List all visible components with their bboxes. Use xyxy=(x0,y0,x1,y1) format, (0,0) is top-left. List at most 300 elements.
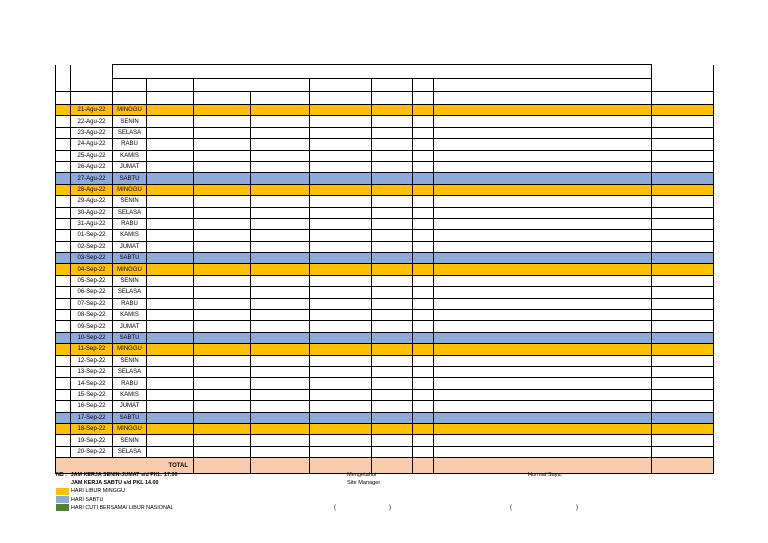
entry-cell xyxy=(147,355,194,366)
table-row xyxy=(56,230,714,241)
date-cell: 03-Sep-22 xyxy=(71,253,113,264)
entry-cell xyxy=(310,275,372,286)
entry-cell xyxy=(413,423,434,434)
entry-cell xyxy=(372,275,413,286)
signature-bracket-right-open: ( xyxy=(510,505,512,511)
entry-cell xyxy=(310,253,372,264)
day-cell: JUMAT xyxy=(113,401,147,412)
row-number-cell xyxy=(56,139,71,150)
date-cell: 06-Sep-22 xyxy=(71,287,113,298)
entry-cell xyxy=(434,298,652,309)
entry-cell xyxy=(652,435,714,446)
entry-cell xyxy=(413,264,434,275)
entry-cell xyxy=(251,241,310,252)
entry-cell xyxy=(652,139,714,150)
entry-cell xyxy=(434,264,652,275)
row-number-cell xyxy=(56,435,71,446)
date-cell: 23-Agu-22 xyxy=(71,127,113,138)
entry-cell xyxy=(147,401,194,412)
day-cell: MINGGU xyxy=(113,264,147,275)
entry-cell xyxy=(434,332,652,343)
entry-cell xyxy=(413,287,434,298)
date-cell: 20-Sep-22 xyxy=(71,446,113,457)
entry-cell xyxy=(251,184,310,195)
day-cell: JUMAT xyxy=(113,241,147,252)
entry-cell xyxy=(251,355,310,366)
row-number-cell xyxy=(56,161,71,172)
total-cell xyxy=(652,458,714,474)
entry-cell xyxy=(652,446,714,457)
entry-cell xyxy=(194,412,251,423)
legend-item xyxy=(56,496,178,504)
date-cell: 09-Sep-22 xyxy=(71,321,113,332)
entry-cell xyxy=(652,378,714,389)
day-cell: SENIN xyxy=(113,275,147,286)
entry-cell xyxy=(413,435,434,446)
row-number-cell xyxy=(56,116,71,127)
entry-cell xyxy=(310,355,372,366)
entry-cell xyxy=(147,275,194,286)
entry-cell xyxy=(652,287,714,298)
row-number-cell xyxy=(56,264,71,275)
entry-cell xyxy=(147,150,194,161)
entry-cell xyxy=(251,401,310,412)
entry-cell xyxy=(194,116,251,127)
entry-cell xyxy=(251,344,310,355)
table-row xyxy=(56,423,714,434)
entry-cell xyxy=(434,366,652,377)
day-cell: KAMIS xyxy=(113,310,147,321)
entry-cell xyxy=(194,207,251,218)
date-cell: 01-Sep-22 xyxy=(71,230,113,241)
entry-cell xyxy=(194,401,251,412)
entry-cell xyxy=(434,139,652,150)
date-cell: 21-Agu-22 xyxy=(71,105,113,116)
entry-cell xyxy=(147,366,194,377)
entry-cell xyxy=(413,321,434,332)
entry-cell xyxy=(413,332,434,343)
entry-cell xyxy=(147,105,194,116)
date-cell: 08-Sep-22 xyxy=(71,310,113,321)
entry-cell xyxy=(194,275,251,286)
day-cell: MINGGU xyxy=(113,184,147,195)
entry-cell xyxy=(147,161,194,172)
day-cell: SABTU xyxy=(113,412,147,423)
table-row xyxy=(56,264,714,275)
entry-cell xyxy=(372,310,413,321)
date-cell: 17-Sep-22 xyxy=(71,412,113,423)
entry-cell xyxy=(434,378,652,389)
table-row xyxy=(56,139,714,150)
entry-cell xyxy=(194,184,251,195)
date-cell: 02-Sep-22 xyxy=(71,241,113,252)
entry-cell xyxy=(194,264,251,275)
table-row xyxy=(56,321,714,332)
entry-cell xyxy=(194,105,251,116)
table-row xyxy=(56,218,714,229)
entry-cell xyxy=(372,207,413,218)
note-line-1 xyxy=(56,471,178,479)
table-row xyxy=(56,207,714,218)
entry-cell xyxy=(310,116,372,127)
entry-cell xyxy=(147,321,194,332)
entry-cell xyxy=(652,298,714,309)
entry-cell xyxy=(434,253,652,264)
entry-cell xyxy=(147,412,194,423)
entry-cell xyxy=(413,298,434,309)
entry-cell xyxy=(251,253,310,264)
entry-cell xyxy=(413,378,434,389)
day-cell: SENIN xyxy=(113,116,147,127)
date-cell: 19-Sep-22 xyxy=(71,435,113,446)
entry-cell xyxy=(310,389,372,400)
entry-cell xyxy=(434,321,652,332)
row-number-cell xyxy=(56,184,71,195)
entry-cell xyxy=(251,310,310,321)
table-row xyxy=(56,275,714,286)
entry-cell xyxy=(147,241,194,252)
entry-cell xyxy=(310,366,372,377)
row-number-cell xyxy=(56,241,71,252)
legend-item xyxy=(56,504,178,512)
entry-cell xyxy=(147,435,194,446)
entry-cell xyxy=(413,218,434,229)
entry-cell xyxy=(251,389,310,400)
entry-cell xyxy=(413,366,434,377)
signature-bracket-left-open: ( xyxy=(334,505,336,511)
entry-cell xyxy=(652,401,714,412)
legend-item xyxy=(56,487,178,495)
legend xyxy=(56,487,178,512)
entry-cell xyxy=(147,389,194,400)
row-number-cell xyxy=(56,150,71,161)
entry-cell xyxy=(310,401,372,412)
entry-cell xyxy=(251,116,310,127)
entry-cell xyxy=(372,139,413,150)
entry-cell xyxy=(652,184,714,195)
entry-cell xyxy=(147,332,194,343)
entry-cell xyxy=(434,275,652,286)
legend-swatch xyxy=(56,488,69,495)
entry-cell xyxy=(413,344,434,355)
entry-cell xyxy=(310,105,372,116)
entry-cell xyxy=(194,161,251,172)
entry-cell xyxy=(194,435,251,446)
row-number-cell xyxy=(56,287,71,298)
entry-cell xyxy=(310,127,372,138)
entry-cell xyxy=(194,241,251,252)
entry-cell xyxy=(434,207,652,218)
row-number-cell xyxy=(56,366,71,377)
day-cell: SENIN xyxy=(113,355,147,366)
entry-cell xyxy=(147,207,194,218)
entry-cell xyxy=(413,105,434,116)
entry-cell xyxy=(147,264,194,275)
entry-cell xyxy=(147,116,194,127)
entry-cell xyxy=(413,230,434,241)
signature-bracket-right-close: ) xyxy=(576,505,578,511)
entry-cell xyxy=(434,196,652,207)
day-cell: SELASA xyxy=(113,446,147,457)
date-cell: 13-Sep-22 xyxy=(71,366,113,377)
entry-cell xyxy=(310,321,372,332)
entry-cell xyxy=(652,412,714,423)
entry-cell xyxy=(652,253,714,264)
entry-cell xyxy=(251,446,310,457)
header-row-3 xyxy=(56,92,714,105)
entry-cell xyxy=(310,378,372,389)
entry-cell xyxy=(310,196,372,207)
table-row xyxy=(56,253,714,264)
header-row-1 xyxy=(56,65,714,79)
entry-cell xyxy=(652,264,714,275)
entry-cell xyxy=(147,173,194,184)
table-row xyxy=(56,344,714,355)
entry-cell xyxy=(652,127,714,138)
day-cell: KAMIS xyxy=(113,389,147,400)
entry-cell xyxy=(413,161,434,172)
entry-cell xyxy=(434,446,652,457)
entry-cell xyxy=(147,298,194,309)
entry-cell xyxy=(310,161,372,172)
entry-cell xyxy=(434,230,652,241)
acknowledged-heading: Mengetahui xyxy=(347,472,377,478)
entry-cell xyxy=(310,241,372,252)
date-cell: 16-Sep-22 xyxy=(71,401,113,412)
entry-cell xyxy=(310,218,372,229)
table-row xyxy=(56,241,714,252)
entry-cell xyxy=(194,423,251,434)
note-prefix: NB : xyxy=(56,472,68,478)
entry-cell xyxy=(194,310,251,321)
day-cell: SABTU xyxy=(113,253,147,264)
date-cell: 11-Sep-22 xyxy=(71,344,113,355)
row-number-cell xyxy=(56,412,71,423)
entry-cell xyxy=(652,230,714,241)
row-number-cell xyxy=(56,389,71,400)
table-row xyxy=(56,298,714,309)
table-row xyxy=(56,127,714,138)
entry-cell xyxy=(652,275,714,286)
entry-cell xyxy=(194,378,251,389)
legend-label: HARI LIBUR MINGGU xyxy=(71,488,125,495)
entry-cell xyxy=(372,241,413,252)
entry-cell xyxy=(194,218,251,229)
entry-cell xyxy=(194,355,251,366)
entry-cell xyxy=(372,378,413,389)
entry-cell xyxy=(372,184,413,195)
entry-cell xyxy=(652,366,714,377)
entry-cell xyxy=(434,435,652,446)
entry-cell xyxy=(372,389,413,400)
table-row xyxy=(56,401,714,412)
row-number-cell xyxy=(56,344,71,355)
table-row xyxy=(56,332,714,343)
table-row xyxy=(56,196,714,207)
entry-cell xyxy=(251,196,310,207)
day-cell: RABU xyxy=(113,139,147,150)
table-row xyxy=(56,355,714,366)
entry-cell xyxy=(372,332,413,343)
entry-cell xyxy=(434,412,652,423)
day-cell: SELASA xyxy=(113,366,147,377)
entry-cell xyxy=(251,378,310,389)
entry-cell xyxy=(413,275,434,286)
total-cell xyxy=(194,458,251,474)
entry-cell xyxy=(147,344,194,355)
day-cell: RABU xyxy=(113,378,147,389)
entry-cell xyxy=(251,321,310,332)
entry-cell xyxy=(372,321,413,332)
entry-cell xyxy=(372,435,413,446)
entry-cell xyxy=(194,446,251,457)
entry-cell xyxy=(372,344,413,355)
table-row xyxy=(56,287,714,298)
row-number-cell xyxy=(56,310,71,321)
header-row-2 xyxy=(56,79,714,92)
day-cell: KAMIS xyxy=(113,230,147,241)
entry-cell xyxy=(147,378,194,389)
entry-cell xyxy=(147,196,194,207)
entry-cell xyxy=(372,173,413,184)
row-number-cell xyxy=(56,127,71,138)
table-row xyxy=(56,412,714,423)
table-row xyxy=(56,378,714,389)
row-number-cell xyxy=(56,446,71,457)
entry-cell xyxy=(147,139,194,150)
entry-cell xyxy=(310,139,372,150)
entry-cell xyxy=(251,230,310,241)
table-row xyxy=(56,150,714,161)
entry-cell xyxy=(434,161,652,172)
entry-cell xyxy=(251,287,310,298)
date-cell: 05-Sep-22 xyxy=(71,275,113,286)
day-cell: MINGGU xyxy=(113,423,147,434)
entry-cell xyxy=(372,127,413,138)
entry-cell xyxy=(251,423,310,434)
table-row xyxy=(56,366,714,377)
entry-cell xyxy=(251,127,310,138)
entry-cell xyxy=(372,218,413,229)
entry-cell xyxy=(251,173,310,184)
entry-cell xyxy=(434,355,652,366)
entry-cell xyxy=(251,264,310,275)
table-row xyxy=(56,310,714,321)
entry-cell xyxy=(310,412,372,423)
entry-cell xyxy=(194,150,251,161)
entry-cell xyxy=(413,127,434,138)
entry-cell xyxy=(372,161,413,172)
entry-cell xyxy=(434,241,652,252)
site-manager-label: Site Manager xyxy=(347,480,381,486)
entry-cell xyxy=(413,355,434,366)
day-cell: SENIN xyxy=(113,196,147,207)
table-row xyxy=(56,389,714,400)
row-number-cell xyxy=(56,275,71,286)
entry-cell xyxy=(434,105,652,116)
row-number-cell xyxy=(56,173,71,184)
entry-cell xyxy=(434,218,652,229)
regards-heading: Hormat Saya, xyxy=(528,472,563,478)
entry-cell xyxy=(652,173,714,184)
row-number-cell xyxy=(56,332,71,343)
row-number-cell xyxy=(56,105,71,116)
notes-block xyxy=(56,471,178,512)
note-weekday-hours: JAM KERJA SENIN-JUMAT s/d PKL. 17.00 xyxy=(70,472,178,478)
entry-cell xyxy=(251,332,310,343)
entry-cell xyxy=(652,389,714,400)
entry-cell xyxy=(194,332,251,343)
date-cell: 14-Sep-22 xyxy=(71,378,113,389)
entry-cell xyxy=(310,423,372,434)
day-cell: MINGGU xyxy=(113,344,147,355)
entry-cell xyxy=(372,253,413,264)
entry-cell xyxy=(251,412,310,423)
table-row xyxy=(56,446,714,457)
entry-cell xyxy=(372,446,413,457)
entry-cell xyxy=(372,423,413,434)
entry-cell xyxy=(372,298,413,309)
day-cell: SELASA xyxy=(113,207,147,218)
date-cell: 26-Agu-22 xyxy=(71,161,113,172)
entry-cell xyxy=(652,150,714,161)
entry-cell xyxy=(251,207,310,218)
entry-cell xyxy=(310,435,372,446)
day-cell: SABTU xyxy=(113,173,147,184)
entry-cell xyxy=(147,218,194,229)
total-cell xyxy=(413,458,434,474)
entry-cell xyxy=(652,161,714,172)
entry-cell xyxy=(310,184,372,195)
entry-cell xyxy=(413,116,434,127)
timesheet-table xyxy=(55,64,714,474)
date-cell: 15-Sep-22 xyxy=(71,389,113,400)
date-cell: 10-Sep-22 xyxy=(71,332,113,343)
day-cell: JUMAT xyxy=(113,161,147,172)
entry-cell xyxy=(310,150,372,161)
entry-cell xyxy=(434,116,652,127)
legend-label: HARI SABTU xyxy=(71,496,104,503)
row-number-cell xyxy=(56,253,71,264)
signature-bracket-left-close: ) xyxy=(389,505,391,511)
entry-cell xyxy=(413,196,434,207)
entry-cell xyxy=(147,287,194,298)
day-cell: SABTU xyxy=(113,332,147,343)
entry-cell xyxy=(251,105,310,116)
table-row xyxy=(56,184,714,195)
entry-cell xyxy=(194,230,251,241)
total-cell xyxy=(372,458,413,474)
entry-cell xyxy=(147,230,194,241)
row-number-cell xyxy=(56,321,71,332)
entry-cell xyxy=(310,264,372,275)
entry-cell xyxy=(434,287,652,298)
entry-cell xyxy=(413,150,434,161)
note-saturday-hours: JAM KERJA SABTU s/d PKL 14.00 xyxy=(71,480,159,487)
entry-cell xyxy=(372,412,413,423)
entry-cell xyxy=(652,321,714,332)
entry-cell xyxy=(413,253,434,264)
entry-cell xyxy=(434,401,652,412)
entry-cell xyxy=(251,435,310,446)
legend-swatch xyxy=(56,504,69,511)
entry-cell xyxy=(251,366,310,377)
entry-cell xyxy=(194,287,251,298)
entry-cell xyxy=(310,344,372,355)
entry-cell xyxy=(310,298,372,309)
entry-cell xyxy=(434,344,652,355)
entry-cell xyxy=(413,412,434,423)
